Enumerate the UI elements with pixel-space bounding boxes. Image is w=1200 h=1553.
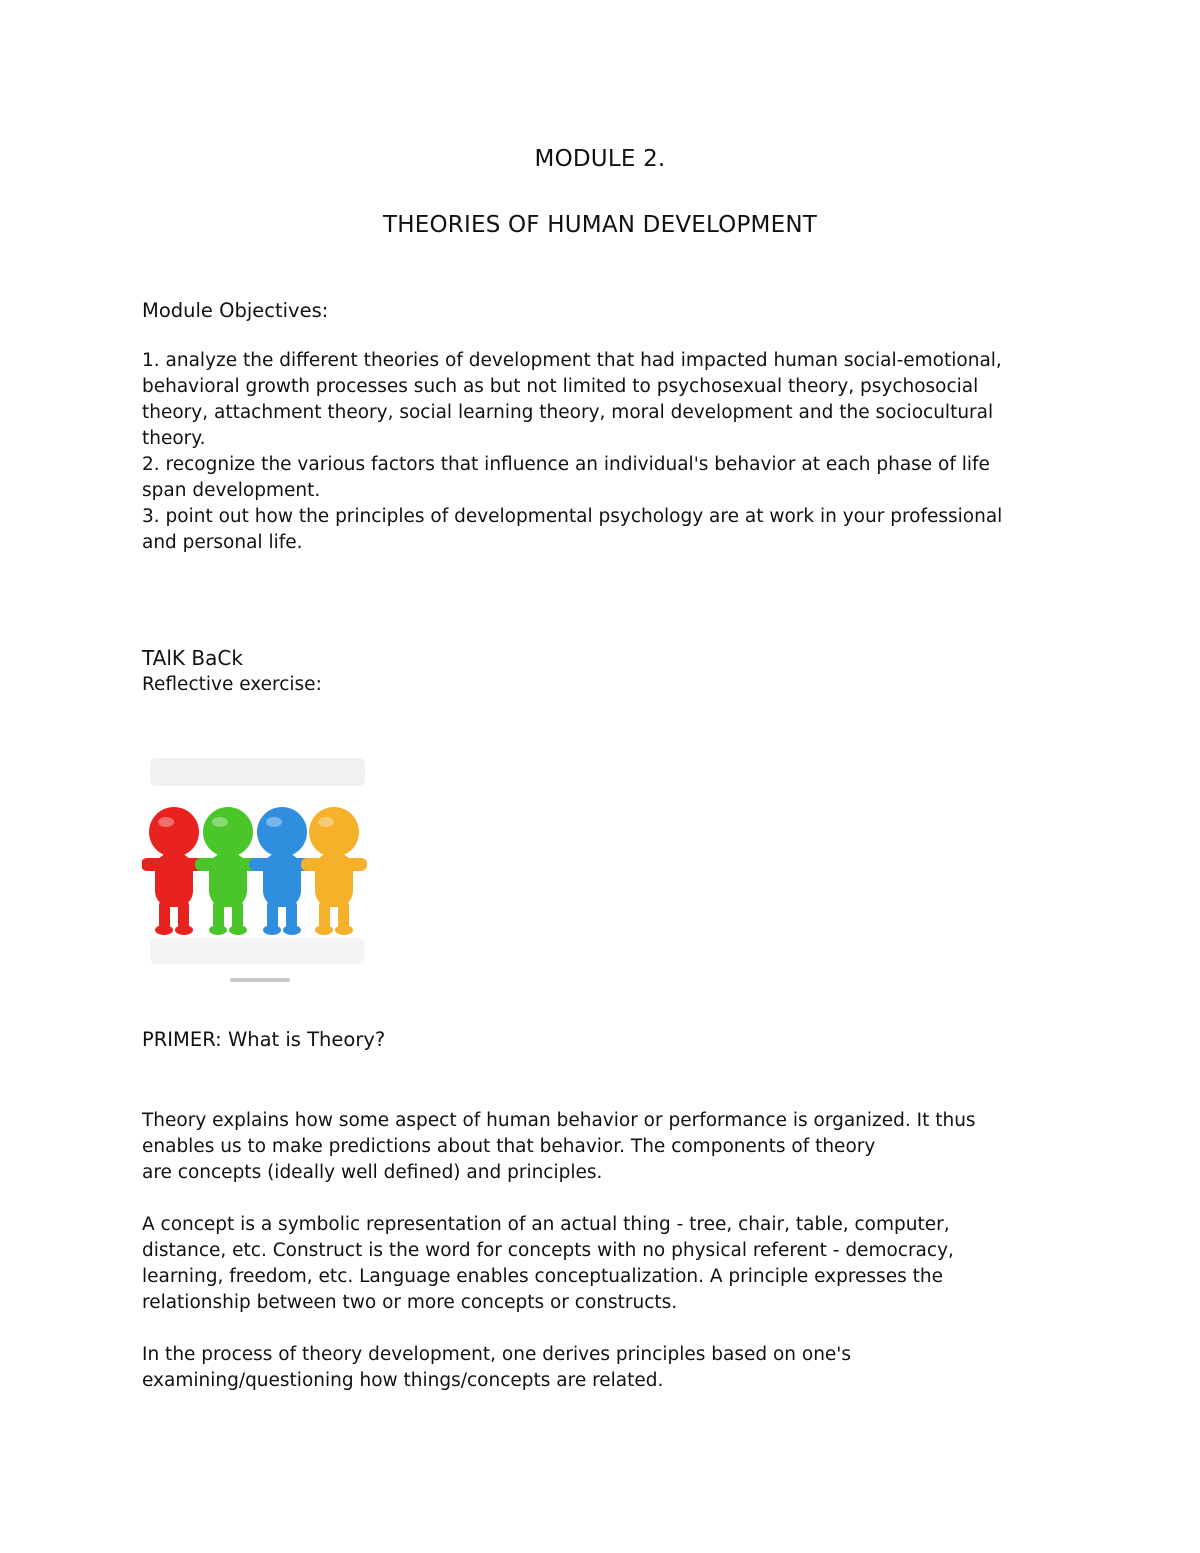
paragraph-process [142,1342,1072,1394]
head-highlight [266,817,282,827]
head [203,807,253,857]
document-title: THEORIES OF HUMAN DEVELOPMENT [383,212,817,238]
watermark-caption [230,978,290,982]
module-number: MODULE 2. [534,146,666,172]
objective-line: behavioral growth processes such as but not limited to psychosexual theory, psychosocial [142,376,979,397]
paragraph-line: A concept is a symbolic representation of an actual thing - tree, chair, table, computer, [142,1214,950,1235]
objective-line: 1. analyze the different theories of development that had impacted human social-emotional, [142,350,1002,371]
foot [155,925,173,935]
objective-line: span development. [142,480,321,501]
foot [283,925,301,935]
orange-person-figure [301,807,367,935]
paragraph-line: examining/questioning how things/concepts are related. [142,1370,664,1391]
head-highlight [318,817,334,827]
foot [209,925,227,935]
paragraph-line: enables us to make predictions about that behavior. The components of theory [142,1136,876,1157]
objectives-heading: Module Objectives: [142,299,329,322]
paragraph-line: In the process of theory development, one derives principles based on one's [142,1344,852,1365]
watermark-top [150,758,365,786]
foot [229,925,247,935]
head-highlight [212,817,228,827]
head [309,807,359,857]
four-people-illustration [142,740,374,990]
head [257,807,307,857]
blue-person-figure [249,807,315,935]
reflective-exercise-label: Reflective exercise: [142,674,322,695]
paragraph-line: relationship between two or more concepts or constructs. [142,1292,678,1313]
objective-line: 3. point out how the principles of developmental psychology are at work in your professional [142,506,1003,527]
red-person-figure [142,807,207,935]
foot [335,925,353,935]
foot [263,925,281,935]
objective-line: and personal life. [142,532,303,553]
head-highlight [158,817,174,827]
talkback-title: TAlK BaCk [142,646,243,670]
primer-question: What is Theory? [227,1028,386,1051]
paragraph-line: Theory explains how some aspect of human behavior or performance is organized. It thus [142,1110,976,1131]
arms [301,858,367,871]
paragraph-line: distance, etc. Construct is the word for concepts with no physical referent - democracy, [142,1240,954,1261]
foot [175,925,193,935]
objective-line: theory. [142,428,206,449]
paragraph-concept [142,1212,1072,1316]
foot [315,925,333,935]
objective-line: 2. recognize the various factors that influence an individual's behavior at each phase of life [142,454,990,475]
paragraph-line: are concepts (ideally well defined) and principles. [142,1162,603,1183]
green-person-figure [195,807,261,935]
primer-label: PRIMER: [142,1028,222,1051]
paragraph-theory [142,1108,1072,1186]
team-figures-image [142,740,374,990]
head [149,807,199,857]
paragraph-line: learning, freedom, etc. Language enables conceptualization. A principle expresses the [142,1266,943,1287]
objectives-list [142,348,1072,556]
objective-line: theory, attachment theory, social learning theory, moral development and the sociocultural [142,402,994,423]
primer-heading [142,1027,1072,1053]
watermark-reflection [150,938,365,964]
